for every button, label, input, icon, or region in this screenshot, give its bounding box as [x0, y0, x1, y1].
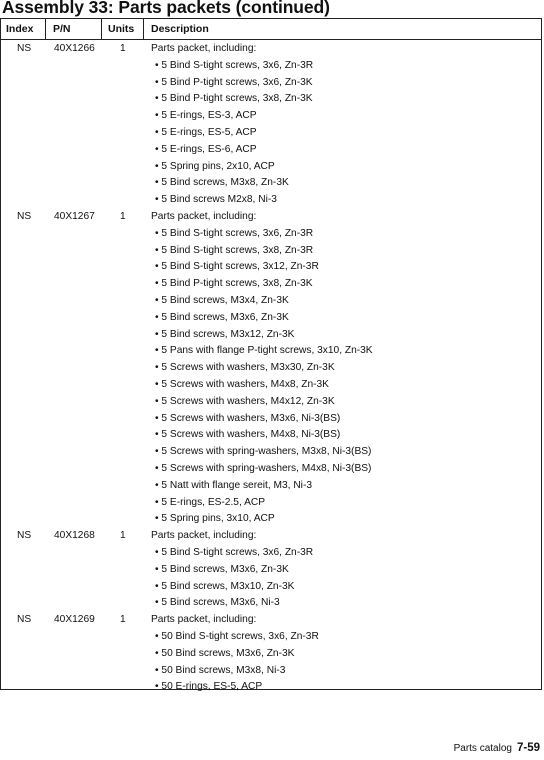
cell-component-item: • 5 Screws with washers, M4x12, Zn-3K: [155, 395, 335, 407]
cell-component-item: • 5 Screws with washers, M3x6, Ni-3(BS): [155, 412, 341, 424]
table-row: [1, 629, 541, 646]
cell-part-number: 40X1268: [54, 530, 95, 542]
table-header: [1, 19, 541, 40]
cell-description: Parts packet, including:: [151, 614, 257, 626]
header-divider: [143, 19, 144, 39]
table-row: [1, 478, 541, 495]
cell-units: 1: [120, 614, 126, 626]
table-row: [1, 209, 541, 226]
header-units: Units: [108, 23, 135, 35]
cell-component-item: • 5 Bind P-tight screws, 3x6, Zn-3K: [155, 76, 313, 88]
cell-index: NS: [17, 614, 32, 626]
cell-component-item: • 5 Bind screws, M3x6, Zn-3K: [155, 311, 289, 323]
cell-component-item: • 5 E-rings, ES-2.5, ACP: [155, 496, 266, 508]
cell-component-item: • 5 Bind screws, M3x6, Ni-3: [155, 597, 280, 609]
cell-component-item: • 5 Screws with washers, M3x30, Zn-3K: [155, 362, 335, 374]
cell-component-item: • 5 E-rings, ES-3, ACP: [155, 110, 257, 122]
header-pn: P/N: [53, 23, 71, 35]
cell-description: Parts packet, including:: [151, 530, 257, 542]
parts-table: [0, 18, 542, 693]
table-row: [1, 461, 541, 478]
cell-index: NS: [17, 211, 32, 222]
cell-component-item: • 5 Bind screws, M3x6, Zn-3K: [155, 563, 289, 575]
table-row: [1, 528, 541, 545]
table-row: [1, 612, 541, 629]
cell-component-item: • 5 Screws with spring-washers, M3x8, Ni-3(BS): [155, 446, 372, 458]
table-row: [1, 125, 541, 142]
table-row: [1, 243, 541, 260]
table-row: [1, 427, 541, 444]
table-row: [1, 411, 541, 428]
table-row: [1, 159, 541, 176]
cell-part-number: 40X1269: [54, 614, 95, 626]
table-row: [1, 495, 541, 512]
page-footer: [454, 742, 540, 754]
cell-component-item: • 50 E-rings, ES-5, ACP: [155, 681, 263, 693]
cell-index: NS: [17, 530, 32, 542]
cell-units: 1: [120, 211, 126, 222]
table-row: [1, 310, 541, 327]
cell-component-item: • 5 Pans with flange P-tight screws, 3x10, Zn-3K: [155, 345, 373, 357]
footer-section: Parts catalog: [453, 743, 512, 754]
table-row: [1, 175, 541, 192]
cell-component-item: • 5 Bind screws, M3x4, Zn-3K: [155, 295, 289, 306]
cell-component-item: • 5 E-rings, ES-6, ACP: [155, 143, 257, 155]
header-index: Index: [6, 23, 34, 35]
table-body: [1, 39, 541, 693]
table-row: [1, 377, 541, 394]
table-row: [1, 444, 541, 461]
table-row: [1, 192, 541, 209]
cell-component-item: • 5 Screws with spring-washers, M4x8, Ni-3(BS): [155, 463, 372, 474]
table-row: [1, 579, 541, 596]
cell-component-item: • 5 Bind S-tight screws, 3x6, Zn-3R: [155, 547, 314, 558]
table-row: [1, 276, 541, 293]
cell-component-item: • 50 Bind screws, M3x8, Ni-3: [155, 664, 286, 676]
header-divider: [45, 19, 46, 39]
cell-part-number: 40X1267: [54, 211, 95, 222]
cell-component-item: • 50 Bind S-tight screws, 3x6, Zn-3R: [155, 631, 319, 642]
table-row: [1, 259, 541, 276]
table-row: [1, 142, 541, 159]
header-description: Description: [151, 23, 209, 35]
cell-component-item: • 5 Screws with washers, M4x8, Zn-3K: [155, 379, 329, 390]
cell-component-item: • 5 Spring pins, 3x10, ACP: [155, 513, 275, 525]
table-row: [1, 327, 541, 344]
table-row: [1, 91, 541, 108]
cell-component-item: • 5 E-rings, ES-5, ACP: [155, 127, 257, 138]
cell-units: 1: [120, 530, 126, 542]
page-number: 7-59: [516, 742, 540, 754]
table-row: [1, 679, 541, 696]
table-row: [1, 293, 541, 310]
table-row: [1, 360, 541, 377]
cell-component-item: • 50 Bind screws, M3x6, Zn-3K: [155, 647, 295, 659]
table-row: [1, 41, 541, 58]
cell-component-item: • 5 Bind screws, M3x12, Zn-3K: [155, 328, 295, 340]
cell-component-item: • 5 Bind S-tight screws, 3x6, Zn-3R: [155, 59, 314, 71]
cell-component-item: • 5 Bind screws, M3x10, Zn-3K: [155, 580, 295, 592]
header-divider: [101, 19, 102, 39]
cell-component-item: • 5 Bind S-tight screws, 3x12, Zn-3R: [155, 261, 319, 273]
cell-component-item: • 5 Bind S-tight screws, 3x6, Zn-3R: [155, 227, 314, 239]
cell-component-item: • 5 Bind P-tight screws, 3x8, Zn-3K: [155, 278, 313, 290]
cell-index: NS: [17, 43, 32, 54]
table-row: [1, 511, 541, 528]
table-row: [1, 75, 541, 92]
table-row: [1, 595, 541, 612]
page-title: Assembly 33: Parts packets (continued): [2, 0, 330, 17]
table-row: [1, 394, 541, 411]
cell-component-item: • 5 Bind S-tight screws, 3x8, Zn-3R: [155, 244, 314, 256]
table-row: [1, 226, 541, 243]
cell-description: Parts packet, including:: [151, 211, 257, 222]
cell-description: Parts packet, including:: [151, 43, 257, 54]
table-row: [1, 663, 541, 680]
table-row: [1, 343, 541, 360]
table-row: [1, 108, 541, 125]
cell-part-number: 40X1266: [54, 43, 95, 54]
table-row: [1, 58, 541, 75]
cell-units: 1: [120, 43, 126, 54]
cell-component-item: • 5 Bind screws, M3x8, Zn-3K: [155, 177, 289, 189]
cell-component-item: • 5 Spring pins, 2x10, ACP: [155, 160, 275, 172]
table-row: [1, 646, 541, 663]
table-row: [1, 562, 541, 579]
table-row: [1, 545, 541, 562]
cell-component-item: • 5 Bind P-tight screws, 3x8, Zn-3K: [155, 93, 313, 105]
cell-component-item: • 5 Screws with washers, M4x8, Ni-3(BS): [155, 429, 341, 441]
cell-component-item: • 5 Natt with flange sereit, M3, Ni-3: [155, 479, 313, 491]
cell-component-item: • 5 Bind screws M2x8, Ni-3: [155, 194, 277, 206]
